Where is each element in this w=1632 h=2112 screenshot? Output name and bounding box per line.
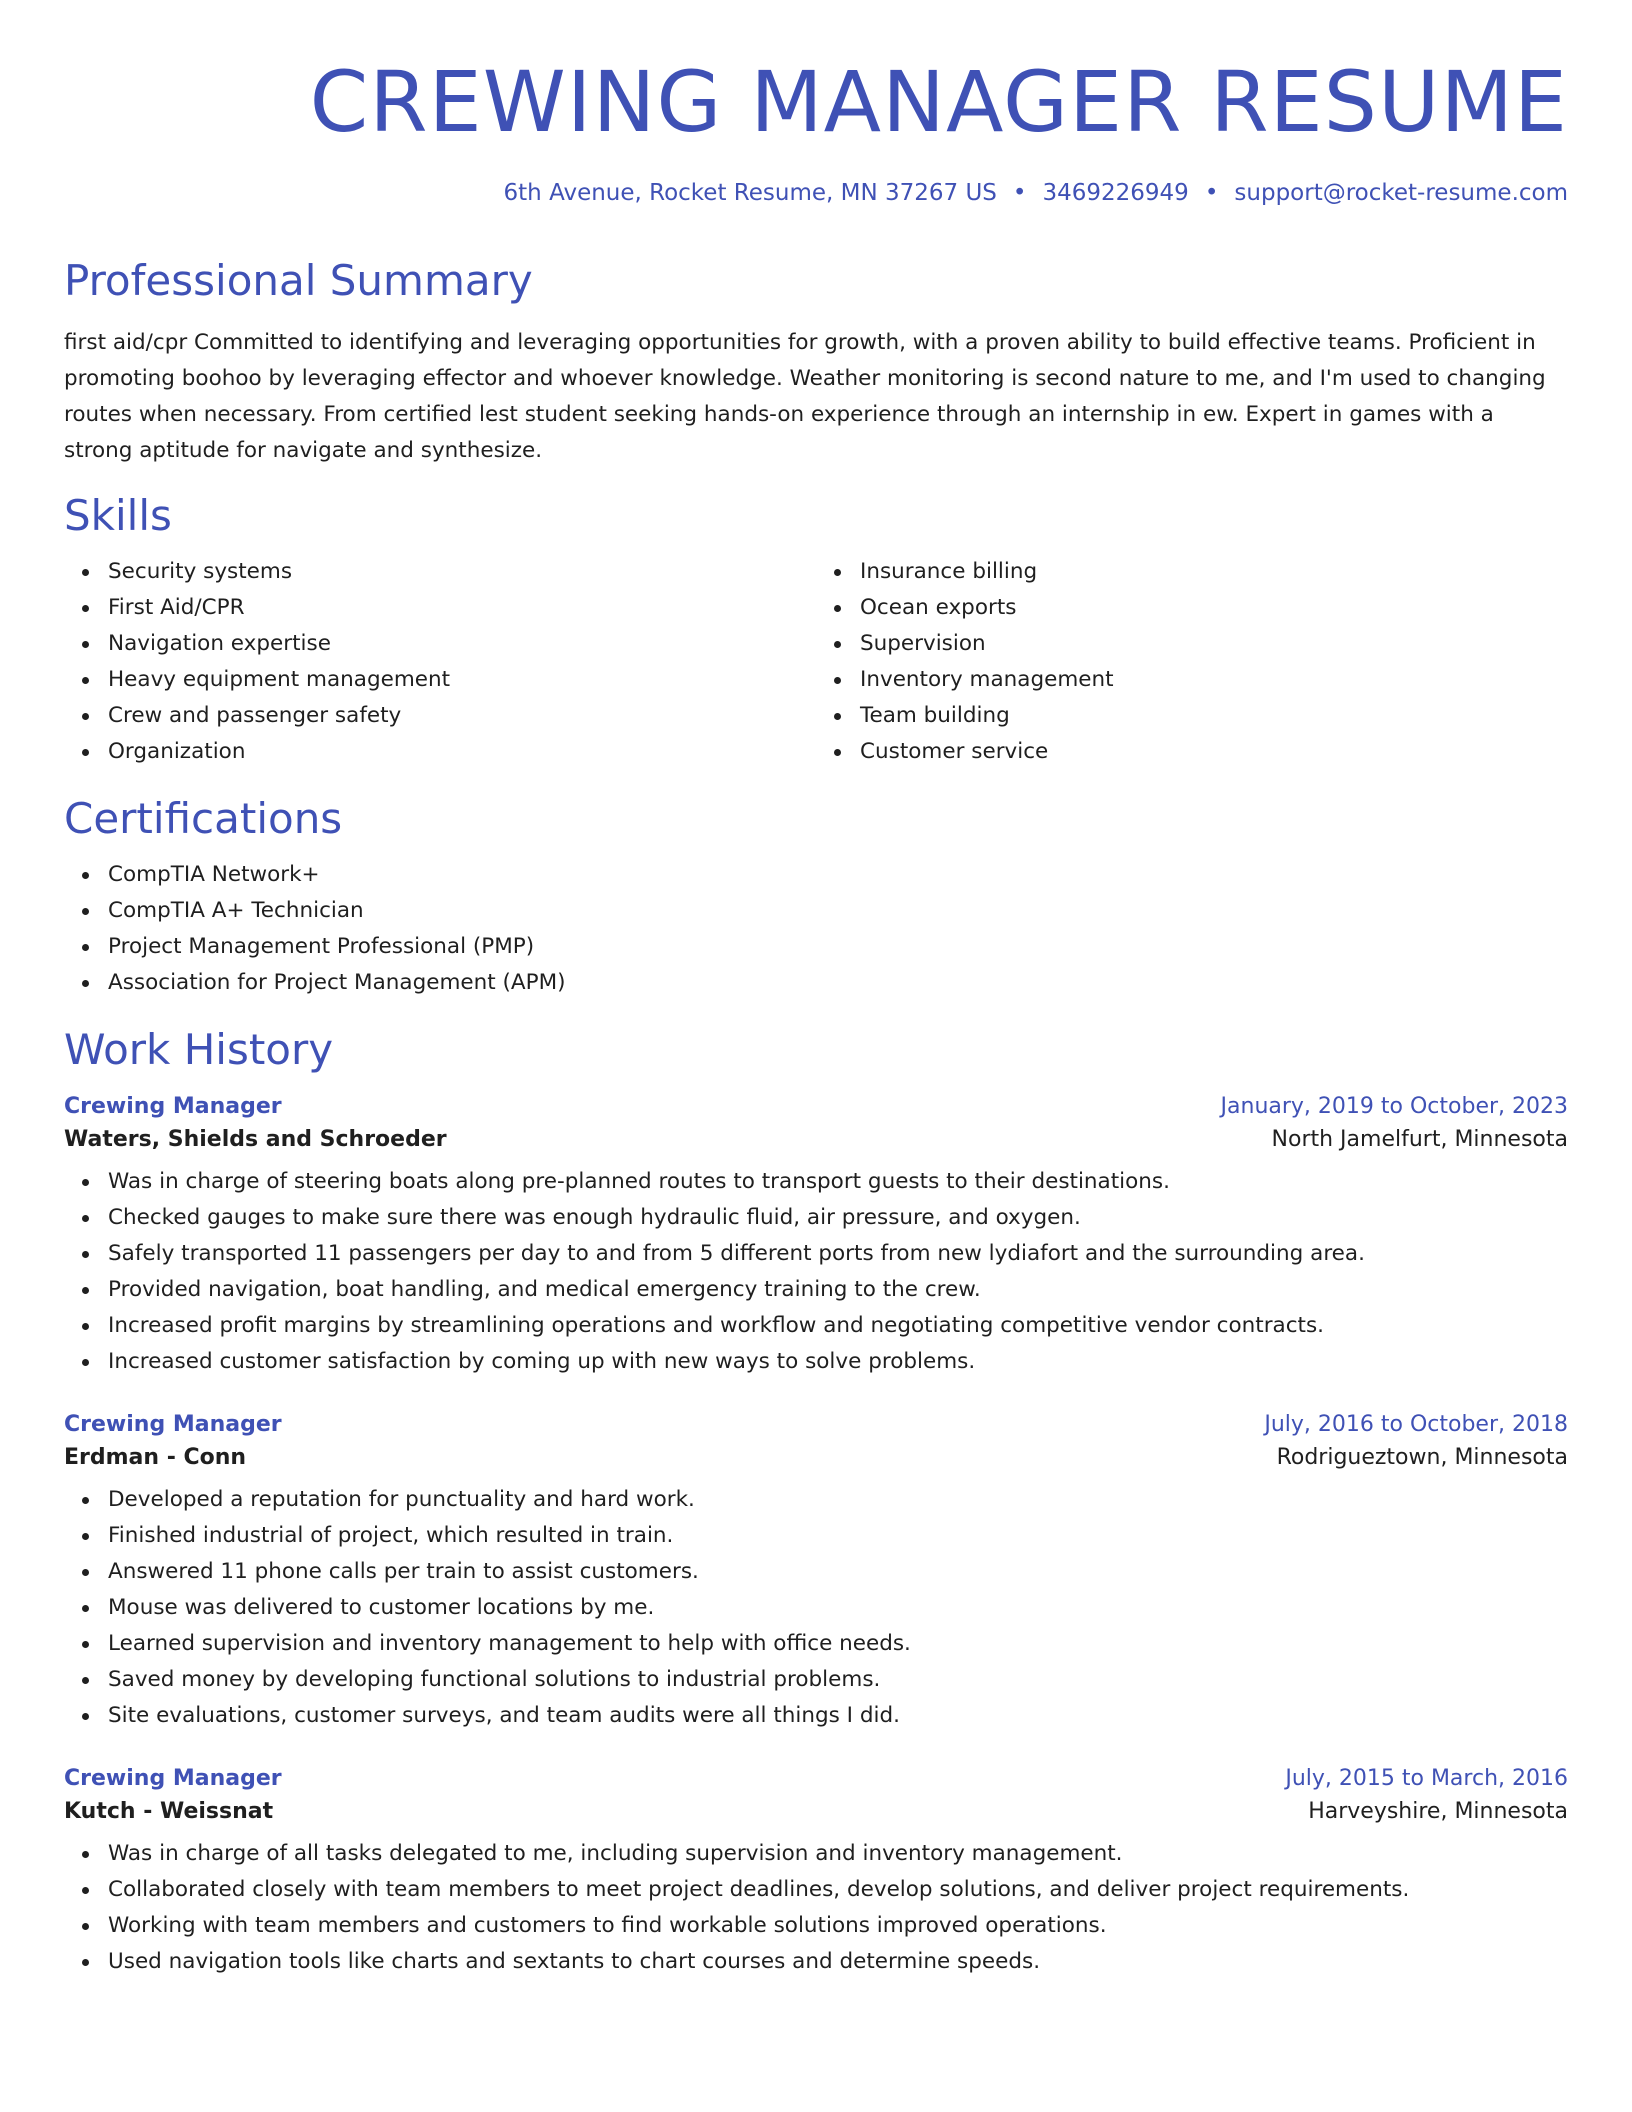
job-entry bbox=[64, 1766, 1568, 1980]
job-title: Crewing Manager bbox=[64, 1766, 282, 1791]
job-bullet: Was in charge of steering boats along pre-planned routes to transport guests to their destinations. bbox=[64, 1164, 1568, 1200]
certification-item: CompTIA Network+ bbox=[64, 857, 1568, 893]
skill-item: Team building bbox=[816, 698, 1568, 734]
skill-item: Organization bbox=[64, 734, 816, 770]
job-bullet: Saved money by developing functional solutions to industrial problems. bbox=[64, 1662, 1568, 1698]
contact-email[interactable]: support@rocket-resume.com bbox=[1234, 180, 1568, 206]
job-bullet: Increased customer satisfaction by coming up with new ways to solve problems. bbox=[64, 1344, 1568, 1380]
certifications-heading: Certifications bbox=[64, 794, 343, 843]
job-bullet: Developed a reputation for punctuality and hard work. bbox=[64, 1482, 1568, 1518]
resume-title: CREWING MANAGER RESUME bbox=[309, 53, 1568, 151]
job-bullet: Was in charge of all tasks delegated to me, including supervision and inventory management. bbox=[64, 1836, 1568, 1872]
job-bullet: Finished industrial of project, which resulted in train. bbox=[64, 1518, 1568, 1554]
job-entry bbox=[64, 1412, 1568, 1734]
job-title: Crewing Manager bbox=[64, 1412, 282, 1437]
certifications-list bbox=[64, 857, 1568, 1001]
job-company: Erdman - Conn bbox=[64, 1445, 247, 1470]
job-company: Waters, Shields and Schroeder bbox=[64, 1127, 447, 1152]
contact-separator: • bbox=[1012, 180, 1027, 206]
job-bullet: Site evaluations, customer surveys, and team audits were all things I did. bbox=[64, 1698, 1568, 1734]
job-bullet: Learned supervision and inventory management to help with office needs. bbox=[64, 1626, 1568, 1662]
certification-item: Association for Project Management (APM) bbox=[64, 965, 1568, 1001]
skill-item: Ocean exports bbox=[816, 590, 1568, 626]
job-entry bbox=[64, 1094, 1568, 1380]
skill-item: Inventory management bbox=[816, 662, 1568, 698]
job-bullets bbox=[64, 1836, 1568, 1980]
job-dates: January, 2019 to October, 2023 bbox=[1220, 1094, 1568, 1119]
contact-address: 6th Avenue, Rocket Resume, MN 37267 US bbox=[503, 180, 997, 206]
job-bullet: Working with team members and customers to find workable solutions improved operations. bbox=[64, 1908, 1568, 1944]
job-company-row bbox=[64, 1127, 1568, 1152]
job-bullet: Mouse was delivered to customer locations by me. bbox=[64, 1590, 1568, 1626]
job-bullet: Collaborated closely with team members to meet project deadlines, develop solutions, and deliver project requirements. bbox=[64, 1872, 1568, 1908]
job-location: Harveyshire, Minnesota bbox=[1308, 1799, 1568, 1824]
skills-list-left bbox=[64, 554, 816, 770]
job-company-row bbox=[64, 1445, 1568, 1470]
job-header-row bbox=[64, 1412, 1568, 1437]
job-location: Rodrigueztown, Minnesota bbox=[1276, 1445, 1568, 1470]
skill-item: Crew and passenger safety bbox=[64, 698, 816, 734]
job-header-row bbox=[64, 1094, 1568, 1119]
job-dates: July, 2016 to October, 2018 bbox=[1264, 1412, 1568, 1437]
job-bullets bbox=[64, 1482, 1568, 1734]
certification-item: Project Management Professional (PMP) bbox=[64, 929, 1568, 965]
job-bullet: Checked gauges to make sure there was enough hydraulic fluid, air pressure, and oxygen. bbox=[64, 1200, 1568, 1236]
certification-item: CompTIA A+ Technician bbox=[64, 893, 1568, 929]
skill-item: Insurance billing bbox=[816, 554, 1568, 590]
contact-line bbox=[64, 180, 1568, 206]
skill-item: Heavy equipment management bbox=[64, 662, 816, 698]
job-bullet: Used navigation tools like charts and sextants to chart courses and determine speeds. bbox=[64, 1944, 1568, 1980]
skill-item: Supervision bbox=[816, 626, 1568, 662]
summary-heading: Professional Summary bbox=[64, 256, 533, 305]
skill-item: First Aid/CPR bbox=[64, 590, 816, 626]
skill-item: Navigation expertise bbox=[64, 626, 816, 662]
job-bullet: Answered 11 phone calls per train to assist customers. bbox=[64, 1554, 1568, 1590]
summary-text: first aid/cpr Committed to identifying and leveraging opportunities for growth, with a proven ability to build effective teams. Proficient in promoting boohoo by leveraging effector and whoever knowledge. Weather monitoring is second nature to me, and I'm used to changing routes when necessary. From certified lest student seeking hands-on experience through an internship in ew. Expert in games with a strong aptitude for navigate and synthesize. bbox=[64, 330, 1546, 463]
job-company: Kutch - Weissnat bbox=[64, 1799, 274, 1824]
skill-item: Customer service bbox=[816, 734, 1568, 770]
job-company-row bbox=[64, 1799, 1568, 1824]
job-bullets bbox=[64, 1164, 1568, 1380]
job-dates: July, 2015 to March, 2016 bbox=[1285, 1766, 1568, 1791]
job-bullet: Increased profit margins by streamlining operations and workflow and negotiating competitive vendor contracts. bbox=[64, 1308, 1568, 1344]
skills-heading: Skills bbox=[64, 491, 172, 540]
job-bullet: Provided navigation, boat handling, and medical emergency training to the crew. bbox=[64, 1272, 1568, 1308]
work-history-heading: Work History bbox=[64, 1025, 334, 1074]
skills-grid bbox=[64, 554, 1568, 770]
job-header-row bbox=[64, 1766, 1568, 1791]
contact-phone: 3469226949 bbox=[1042, 180, 1189, 206]
contact-separator: • bbox=[1204, 180, 1219, 206]
job-location: North Jamelfurt, Minnesota bbox=[1271, 1127, 1568, 1152]
skills-list-right bbox=[816, 554, 1568, 770]
skill-item: Security systems bbox=[64, 554, 816, 590]
job-title: Crewing Manager bbox=[64, 1094, 282, 1119]
job-bullet: Safely transported 11 passengers per day to and from 5 different ports from new lydiafort and the surrounding area. bbox=[64, 1236, 1568, 1272]
